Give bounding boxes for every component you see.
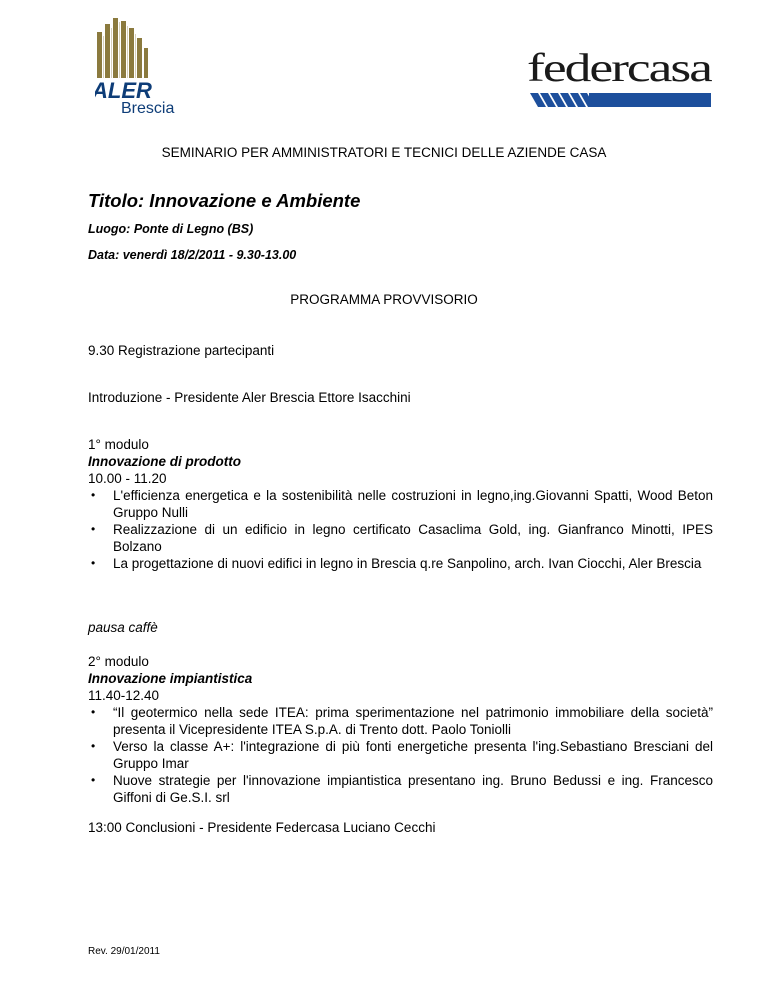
seminar-heading: SEMINARIO PER AMMINISTRATORI E TECNICI DELLE AZIENDE CASA [161,145,607,160]
aler-brescia-logo [95,18,200,114]
list-item: • “Il geotermico nella sede ITEA: prima sperimentazione nel patrimonio immobiliare della società” presenta il Vicepresidente ITEA S.p.A. di Trento dott. Paolo Toniolli [88,704,713,738]
registration-line: 9.30 Registrazione partecipanti [88,343,275,358]
coffee-break: pausa caffè [88,620,158,635]
event-place: Luogo: Ponte di Legno (BS) [88,222,254,236]
module-1-time: 10.00 - 11.20 [88,471,167,486]
event-date: Data: venerdì 18/2/2011 - 9.30-13.00 [88,248,297,262]
module-1-list [88,487,713,572]
list-item: • La progettazione di nuovi edifici in legno in Brescia q.re Sanpolino, arch. Ivan Ciocchi, Aler Brescia [88,555,713,572]
federcasa-logo [527,50,712,110]
aler-name: ALER [95,78,152,103]
list-item: • Nuove strategie per l'innovazione impiantistica presentano ing. Bruno Bedussi e ing. Francesco Giffoni di Ge.S.I. srl [88,772,713,806]
module-2-label: 2° modulo [88,654,149,669]
module-2-time: 11.40-12.40 [88,688,160,703]
program-heading: PROGRAMMA PROVVISORIO [290,292,478,307]
federcasa-wordmark: federcasa [527,50,712,90]
module-2-title: Innovazione impiantistica [88,671,253,686]
module-2-list [88,704,713,806]
aler-buildings-icon [95,18,200,114]
list-item: • L'efficienza energetica e la sostenibilità nelle costruzioni in legno,ing.Giovanni Spatti, Wood Beton Gruppo Nulli [88,487,713,521]
federcasa-stripe-icon [530,93,711,107]
revision-note: Rev. 29/01/2011 [88,946,160,957]
page-title: Titolo: Innovazione e Ambiente [88,190,361,211]
list-item: • Verso la classe A+: l'integrazione di più fonti energetiche presenta l'ing.Sebastiano Bresciani del Gruppo Imar [88,738,713,772]
aler-city: Brescia [121,100,175,114]
introduction-line: Introduzione - Presidente Aler Brescia Ettore Isacchini [88,390,411,405]
module-1-title: Innovazione di prodotto [88,454,241,469]
conclusion-line: 13:00 Conclusioni - Presidente Federcasa Luciano Cecchi [88,820,436,835]
list-item: • Realizzazione di un edificio in legno certificato Casaclima Gold, ing. Gianfranco Minotti, IPES Bolzano [88,521,713,555]
module-1-label: 1° modulo [88,437,149,452]
